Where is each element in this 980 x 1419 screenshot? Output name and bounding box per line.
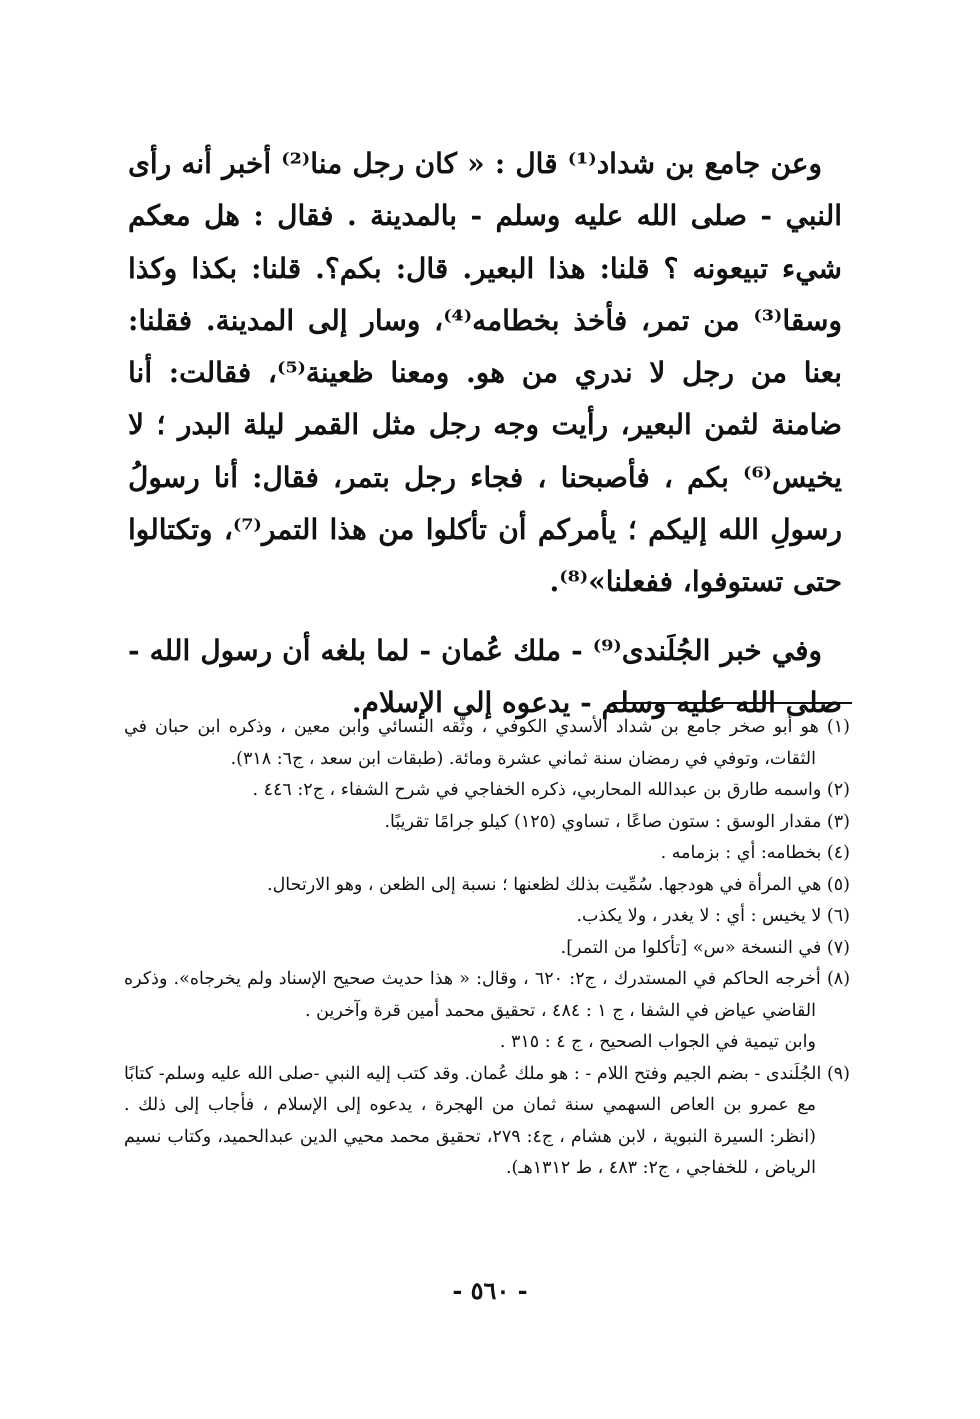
paragraph-1: وعن جامع بن شداد⁽¹⁾ قال : « كان رجل منا⁽²⁾ أخبر أنه رأى النبي - صلى الله عليه وسلم - بالمدينة . فقال : هل معكم شيء تبيعونه ؟ قلنا: هذا البعير. قال: بكم؟. قلنا: بكذا وكذا وسقا⁽³⁾ من تمر، فأخذ بخطامه⁽⁴⁾، وسار إلى المدينة. فقلنا: بعنا من رجل لا ندري من هو. ومعنا ظعينة⁽⁵⁾، فقالت: أنا ضامنة لثمن البعير، رأيت وجه رجل مثل القمر ليلة البدر ؛ لا يخيس⁽⁶⁾ بكم ، فأصبحنا ، فجاء رجل بتمر، فقال: أنا رسولُ رسولِ الله إليكم ؛ يأمركم أن تأكلوا من هذا التمر⁽⁷⁾، وتكتالوا حتى تستوفوا، ففعلنا»⁽⁸⁾. (128, 147, 843, 599)
paragraph-2: وفي خبر الجُلَندى⁽⁹⁾ - ملك عُمان - لما بلغه أن رسول الله - صلى الله عليه وسلم - يدعوه إلى الإسلام. (128, 633, 842, 719)
footnote-divider (612, 702, 852, 704)
footnote-6: (٦) لا يخيس : أي : لا يغدر ، ولا يكذب. (576, 906, 850, 926)
footnote-8-continuation: وابن تيمية في الجواب الصحيح ، ج ٤ : ٣١٥ . (499, 1032, 816, 1052)
footnote-1: (١) هو أبو صخر جامع بن شداد الأسدي الكوفي ، وثَّقه النسائي وابن معين ، وذكره ابن حبان في الثقات، وتوفي في رمضان سنة ثماني عشرة ومائة. (طبقات ابن سعد ، ج٦: ٣١٨). (124, 717, 850, 769)
footnote-4: (٤) بخطامه: أي : بزمامه . (660, 843, 850, 863)
main-text (128, 138, 842, 729)
footnote-3: (٣) مقدار الوسق : ستون صاعًا ، تساوي (١٢٥) كيلو جرامًا تقريبًا. (384, 811, 850, 832)
footnote-7: (٧) في النسخة «س» [تأكلوا من التمر]. (560, 937, 850, 958)
footnote-5: (٥) هي المرأة في هودجها. سُمِّيت بذلك لظعنها ؛ نسبة إلى الظعن ، وهو الارتحال. (267, 874, 850, 895)
page-number: - ٥٦٠ - (452, 1276, 528, 1305)
footnote-2: (٢) واسمه طارق بن عبدالله المحاربي، ذكره الخفاجي في شرح الشفاء ، ج٢: ٤٤٦ . (252, 780, 850, 800)
footnotes (124, 712, 850, 1185)
footnote-8: (٨) أخرجه الحاكم في المستدرك ، ج٢: ٦٢٠ ، وقال: « هذا حديث صحيح الإسناد ولم يخرجاه». وذكره القاضي عياض في الشفا ، ج ١ : ٤٨٤ ، تحقيق محمد أمين قرة وآخرين . (124, 969, 851, 1021)
footnote-9: (٩) الجُلَندى - بضم الجيم وفتح اللام - : هو ملك عُمان. وقد كتب إليه النبي -صلى الله عليه وسلم- كتابًا مع عمرو بن العاص السهمي سنة ثمان من الهجرة ، يدعوه إلى الإسلام ، فأجاب إلى ذلك . (انظر: السيرة النبوية ، لابن هشام ، ج٤: ٢٧٩، تحقيق محمد محيي الدين عبدالحميد، وكتاب نسيم الرياض ، للخفاجي ، ج٢: ٤٨٣ ، ط ١٣١٢هـ). (124, 1063, 850, 1178)
